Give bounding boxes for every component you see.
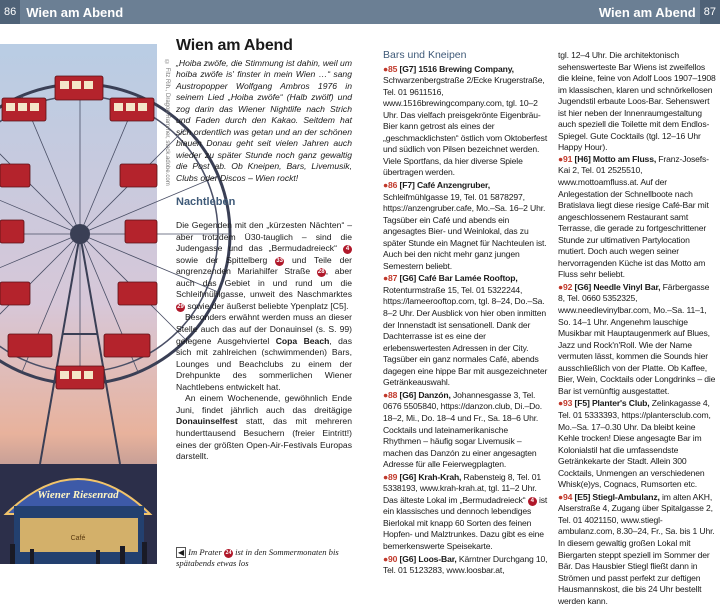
page-number-left: 86 (0, 0, 20, 24)
paragraph-donauinselfest: An einem Wochenende, gewöhnlich Ende Juni, findet jährlich auch das dreitägige Donauinselfest statt, das mit mehreren hunderttausend Besuchern (freier Eintritt!) eines der größten Open-Air-Festivals Europas darstellt. (176, 393, 352, 462)
listing-89: ●89 [G6] Krah-Krah, Rabensteig 8, Tel. 01 5338193, www.krah-krah.at, tgl. 11–2 Uhr. Das älteste Lokal im „Bermudadreieck“ 4 ist ein klassisches und dennoch lebendiges Bierlokal mit knapp 60 Sorten des feinen Hopfen- und Malztrunkes. Dazu gibt es eine bemerkenswerte Speisekarte. (383, 471, 548, 551)
poi-badge-33[interactable]: 33 (276, 257, 283, 264)
header-right (360, 0, 720, 24)
map-pin-icon: ●88 (383, 389, 398, 400)
listing-90-continued: tgl. 12–4 Uhr. Die architektonisch sehenswerteste Bar Wiens ist zweifellos die kleine, feine von Adolf Loos 1907–1908 im klassischen, klaren und schnörkellosen Jugendstil erbaute Loos-Bar. Sehenswert ist hier neben der Innenraumgestaltung auch speziell die Toilette mit dem Endlos-Spiegel. Gute Cocktails (tgl. 12–16 Uhr Happy Hour). (558, 50, 716, 153)
poi-badge-4[interactable]: 4 (528, 497, 537, 506)
listing-86: ●86 [F7] Café Anzengruber, Schleifmühlgasse 19, Tel. 01 5878297, https://anzengruber.cafe, Mo.–Sa. 16–2 Uhr. Tagsüber ein Café und abends ein angesagtes Bier- und Weinlokal, das zu später Stunde ein Magnet für Nachteulen ist. Auch bei den nicht mehr ganz jungen Semestern beliebt. (383, 180, 547, 271)
column-middle-text (383, 50, 548, 578)
photo-credit: © Fitz Rih., Dragon Rammer, stock.adobe.com (164, 60, 170, 186)
listing-90: ●90 [G6] Loos-Bar, Kärntner Durchgang 10, Tel. 01 5123283, www.loosbar.at, (383, 553, 548, 576)
column-left-text (176, 37, 352, 463)
listing-88: ●88 [G6] Danzón, Johannesgasse 3, Tel. 0676 5505840, https://danzon.club, Di.–Do. 18–2, Mi., Do. 18–4 und Fr., Sa. 18–6 Uhr. Cocktails und lateinamerikanische Rhythmen – häufig sogar Livemusik – machen das Danzón zu einer angesagten Adresse für alle Feierwegplagten. (383, 389, 543, 470)
intro-paragraph: „Hoiba zwöfe, die Stimmung ist dahin, weil um hoiba zwöfe is' finster in mein Wien …“ sang Austropopper Wolfgang Ambros 1976 in seinem Lied „Hoiba zwöfe“ (Halb zwölf) und zog darin das Wiener Nightlife nach Strich und Faden durch den Kakao. Seitdem hat sich ordentlich was getan und an der schönen blauen Donau geht seit vielen Jahren auch wieder zu später Stunde noch ganz gewaltig die Post ab. Ob Kneipen, Bars, Livemusik, Clubs oder Discos – Wien rockt! (176, 57, 352, 184)
category-heading: Bars und Kneipen (383, 49, 467, 61)
map-pin-icon: ●90 (383, 553, 398, 564)
column-right-text (558, 50, 718, 608)
page-number-right: 87 (700, 0, 720, 24)
header-left (0, 0, 360, 24)
paragraph-gegenden: Die Gegenden mit den „kürzesten Nächten“ – aber trotzdem Ü30-tauglich – sind die Judengasse und das „Bermudadreieck“ 4 sowie der Spittelberg 33 und Teile der angrenzenden Mariahilfer Straße 28, aber auch das Gebiet in und rund um die Schleifmühlgasse, unweit des Naschmarktes 29 sowie der äußerst beliebte Ypenplatz [C5]. (176, 220, 352, 311)
running-title-left: Wien am Abend (26, 4, 124, 20)
map-pin-icon: ●87 (383, 273, 398, 284)
riesenrad-illustration (0, 44, 157, 564)
map-pin-icon: ●85 (383, 63, 398, 74)
poi-badge-24[interactable]: 24 (225, 550, 232, 556)
map-pin-icon: ●93 (558, 398, 573, 409)
listing-94: ●94 [E5] Stiegl-Ambulanz, im alten AKH, Alserstraße 4, Zugang über Spitalgasse 2, Tel. 01 4021150, www.stiegl-ambulanz.com, 8.30–24, Fr., Sa. bis 1 Uhr. In diesem gewaltig großen Lokal mit Biergarten steppt speziell im Sommer der Bär. Das Hausbier Stiegl fließt dann in Strömen und passt perfekt zur deftigen Hausmannskost, die bis 24 Uhr bestellt werden kann. (558, 491, 715, 606)
section-title: Wien am Abend (176, 37, 293, 54)
photo-caption: ◀ Im Prater 24 ist in den Sommermonaten bis spätabends etwas los (176, 547, 339, 568)
map-pin-icon: ●94 (558, 491, 573, 502)
listing-85: ●85 [G7] 1516 Brewing Company, Schwarzenbergstraße 2/Ecke Krugerstraße, Tel. 01 9611516, www.1516brewingcompany.com, tgl. 10–2 Uhr. Das vielfach preisgekrönte Eigenbräu-Bier kann getrost als eines der „geschmacklichsten“ östlich vom Oktoberfest und südlich von Pilsen bezeichnet werden. Viele Sportfans, da hier diverse Spiele übertragen werden. (383, 63, 548, 178)
paragraph-copa-beach: Besonders erwähnt werden muss an dieser Stelle auch das auf der Donauinsel (s. S. 99) gelegene Ausgehviertel Copa Beach, das sich mit zahlreichen (schwimmenden) Bars, Lounges und Beachclubs zu einem der Drehpunkte des sommerlichen Wiener Nachtlebens entwickelt hat. (176, 312, 352, 392)
listing-87: ●87 [G6] Café Bar Lamée Rooftop, Rotenturmstraße 15, Tel. 01 5322244, https://lameerooftop.com, tgl. 8–24, Do.–Sa. 8–2 Uhr. Der Ausblick von hier oben inmitten der Innenstadt ist sensationell. Dank der Dachterrasse ist es eine der erlebenswertesten Adressen in der City. Tagsüber ein ganz normales Café, abends dagegen eine hippe Bar mit ausgezeichneter Getränkeauswahl. (383, 273, 548, 388)
poi-badge-28[interactable]: 28 (317, 269, 325, 276)
map-pin-icon: ●86 (383, 180, 398, 191)
listing-91: ●91 [H6] Motto am Fluss, Franz-Josefs-Kai 2, Tel. 01 2525510, www.mottoamfluss.at. Auf der Anlegestation der Schnellboote nach Bratislava liegt diese riesige Café-Bar mit angeschlossenem Restaurant samt Terrasse, die gerade zu fortgeschrittener Stunde zur ultimativen Partylocation mutiert. Doch auch wegen seiner hervorragenden Küche ist das Motto am Fluss sehr beliebt. (558, 153, 709, 280)
running-title-right: Wien am Abend (598, 4, 696, 20)
poi-badge-4[interactable]: 4 (343, 245, 352, 254)
listing-93: ●93 [F5] Planter's Club, Zelinkagasse 4, Tel. 01 5333393, https://plantersclub.com, Mo.–Sa. 17–0.30 Uhr. Da bleibt keine Kehle trocken! Diese angesagte Bar im Kolonialstil hat die umfassendste Getränkekarte der Stadt. Allein 300 Cocktails, Unmengen an verschiedenen Whisk(e)ys, Cognacs, Rumsorten etc. (558, 398, 711, 490)
kiosk-sign: Café (70, 535, 86, 542)
map-pin-icon: ●92 (558, 281, 573, 292)
riesenrad-photo (0, 44, 157, 564)
poi-badge-29[interactable]: 29 (177, 303, 184, 310)
caption-arrow-icon: ◀ (178, 548, 185, 557)
subheading-nachtleben: Nachtleben (176, 195, 236, 208)
riesenrad-sign: Wiener Riesenrad (37, 489, 119, 501)
map-pin-icon: ●89 (383, 471, 398, 482)
map-pin-icon: ●91 (558, 153, 573, 164)
listing-92: ●92 [G6] Needle Vinyl Bar, Färbergasse 8, Tel. 0660 5352325, www.needlevinylbar.com, Mo.–Sa. 11–1, So. 14–1 Uhr. Angenehm lauschige Musikbar mit Hauptaugenmerk auf Blues, Jazz und Rock'n'Roll. Wie der Name vermuten lässt, kommen die Sounds hier ausschließlich von der Platte. Ob Kaffee, Bier, Wein, Cocktails oder Longdrinks – die Bar ist vernünftig ausgestattet. (558, 281, 716, 396)
